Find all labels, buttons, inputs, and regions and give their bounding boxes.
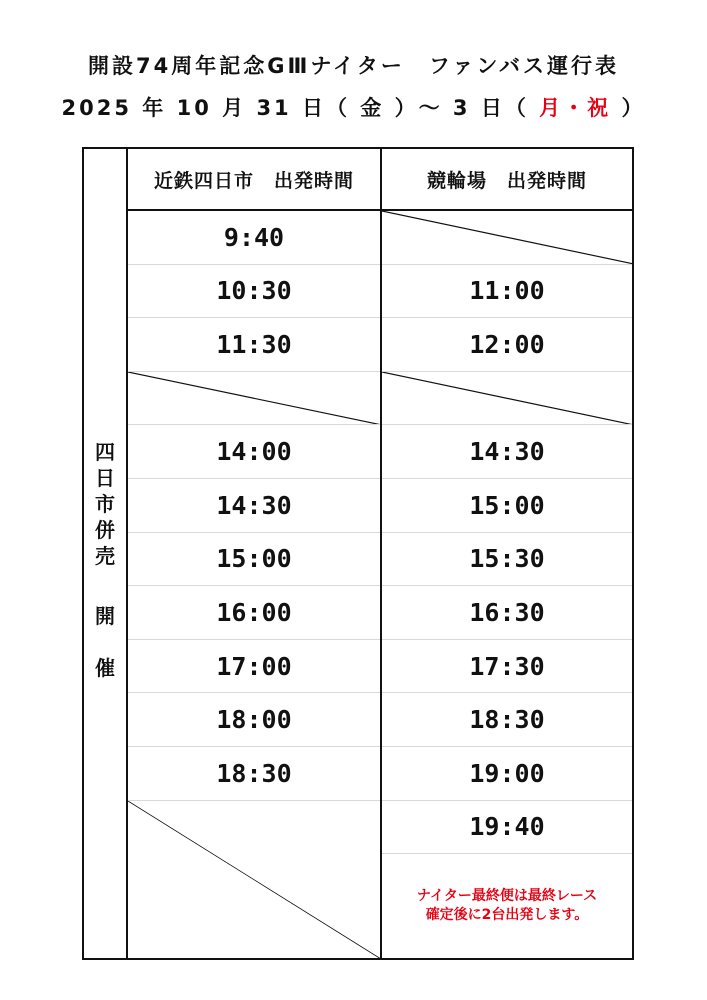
empty-cell	[128, 801, 380, 958]
date-suffix: ）	[611, 96, 646, 120]
time-cell: 16:30	[382, 586, 632, 640]
holiday-label: 月・祝	[539, 96, 612, 120]
diagonal-strike	[382, 372, 632, 425]
side-char: 併	[95, 518, 115, 542]
diagonal-strike	[128, 372, 380, 425]
time-cell: 19:00	[382, 747, 632, 801]
side-char: 市	[95, 492, 115, 516]
time-cell: 18:30	[382, 693, 632, 747]
side-char: 開	[95, 604, 115, 628]
date-prefix: 2025 年 10 月 31 日（ 金 ）～ 3 日（	[61, 96, 540, 120]
side-char: 四	[95, 440, 115, 464]
time-cell: 14:30	[128, 479, 380, 533]
side-label	[84, 439, 126, 681]
time-cell: 11:30	[128, 318, 380, 372]
side-char: 日	[95, 466, 115, 490]
time-cell: 10:30	[128, 265, 380, 319]
side-char: 売	[95, 544, 115, 568]
empty-cell	[382, 372, 632, 426]
date-range	[0, 92, 707, 122]
time-cell: 15:30	[382, 533, 632, 587]
time-cell: 16:00	[128, 586, 380, 640]
bus-timetable	[82, 147, 634, 960]
column-header: 近鉄四日市 出発時間	[128, 149, 380, 211]
time-cell: 15:00	[128, 533, 380, 587]
column-kintetsu-yokkaichi	[128, 149, 382, 958]
side-char: 催	[95, 656, 115, 680]
time-cell: 17:00	[128, 640, 380, 694]
empty-cell	[382, 211, 632, 265]
note-line: ナイター最終便は最終レース	[416, 888, 598, 904]
time-cell: 19:40	[382, 801, 632, 855]
page-title: 開設74周年記念GⅢナイター ファンバス運行表	[88, 54, 619, 78]
time-cell: 9:40	[128, 211, 380, 265]
side-label-column	[84, 149, 128, 958]
diagonal-strike	[382, 211, 632, 264]
time-cell: 11:00	[382, 265, 632, 319]
time-cell: 14:30	[382, 425, 632, 479]
diagonal-strike	[128, 801, 380, 958]
time-cell: 17:30	[382, 640, 632, 694]
time-cell: 15:00	[382, 479, 632, 533]
column-velodrome	[382, 149, 632, 958]
note-line: 確定後に2台出発します。	[425, 907, 589, 923]
time-cell: 18:30	[128, 747, 380, 801]
column-header: 競輪場 出発時間	[382, 149, 632, 211]
time-cell: 12:00	[382, 318, 632, 372]
time-cell: 14:00	[128, 425, 380, 479]
last-bus-note	[382, 887, 632, 925]
empty-cell	[128, 372, 380, 426]
time-cell: 18:00	[128, 693, 380, 747]
